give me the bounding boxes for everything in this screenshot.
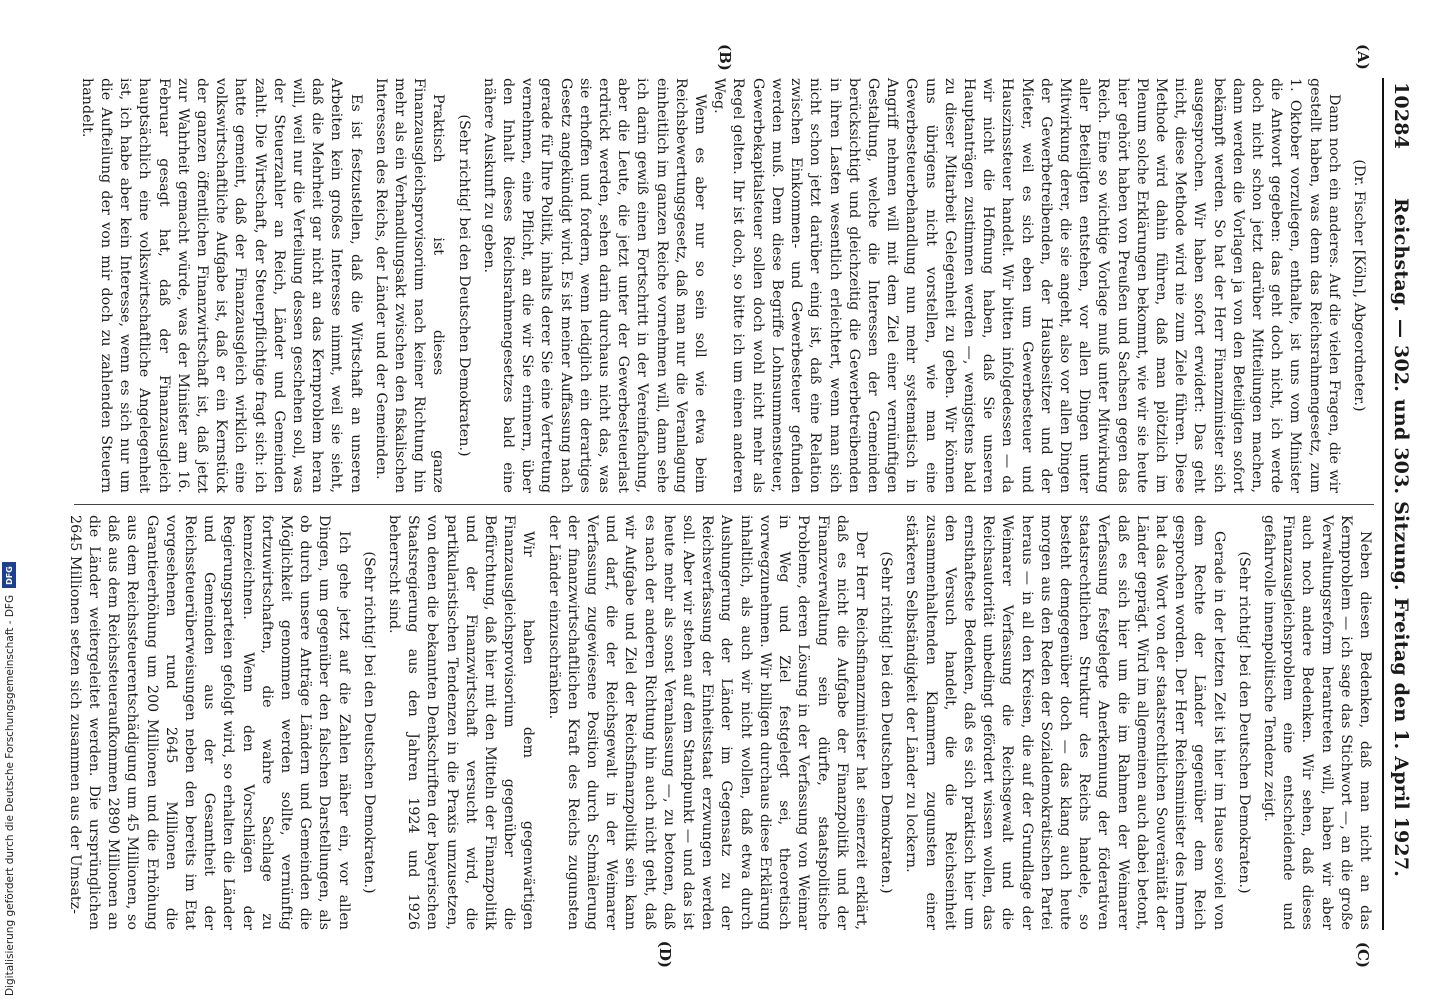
digitization-note-text: Digitalisierung gefördert durch die Deutsche Forschungsgemeinschaft - DFG	[4, 594, 16, 996]
page-header	[1382, 78, 1412, 930]
speaker-line: (Dr. Fischer [Köln], Abgeordneter.)	[1351, 159, 1367, 412]
reaction-line: (Sehr richtig! bei den Deutschen Demokraten.)	[1235, 551, 1252, 894]
paragraph: Ich gehe jetzt auf die Zahlen näher ein, vor allen Dingen, um gegenüber den falschen Darstellungen, als ob durch unsere Anträge Ländern und Gemeinden die Möglichkeit genommen werden sollte, vernünftig fortzuwirtschaften, die wahre Sachlage zu kennzeichnen. Wenn den Vorschlägen der Regierungsparteien gefolgt wird, so erhalten die Länder und Gemeinden aus der Gesamtheit der Reichssteuerüberweisungen neben den bereits im Etat vorgesehenen rund 2645 Millionen die Garantieerhöhung um 200 Millionen und die Erhöhung aus dem Reichssteuerentschädigung um 45 Millionen, so daß aus dem Reichssteueraufkommen 2890 Millionen an die Länder weitergeleitet werden. Die ursprünglichen 2645 Millionen setzen sich zusammen aus der Umsatz-	[66, 515, 352, 930]
paragraph: Der Herr Reichsfinanzminister hat seinerzeit erklärt, daß es nicht die Aufgabe der Finanzpolitik und der Finanzverwaltung sein dürfte, staatspolitische Probleme, deren Lösung in der Verfassung von Weimar in Weg und Ziel festgelegt sei, theoretisch vorwegzunehmen. Wir billigen durchaus diese Erklärung inhaltlich, als auch wir nicht wollen, daß etwa durch Aushungerung der Länder im Gegensatz zu der Reichsverfassung der Einheitsstaat erzwungen werden soll. Aber wir stehen auf dem Standpunkt — und das ist heute mehr als sonst Veranlassung —, zu betonen, daß es nach der anderen Richtung hin auch nicht geht, daß wir Aufgabe und Ziel der Reichsfinanzpolitik sein kann und darf, die der Reichsgewalt in der Weimarer Verfassung zugewiesene Position durch Schmälerung der finanzwirtschaftlichen Kraft des Reichs zugunsten der Länder einzuschränken.	[545, 515, 869, 930]
paragraph: Wenn es aber nur so sein soll wie etwa beim Reichsbewertungsgesetz, daß man nur die Veranlagung einheitlich im ganzen Reiche vornehmen will, dann sehe ich darin gewiß einen Fortschritt in der Vereinfachung, aber die Leute, die jetzt unter der Gewerbesteuerlast erdrückt werden, sehen darin durchaus nicht das, was sie erhoffen und fordern, wenn lediglich ein derartiges Gesetz angekündigt wird. Es ist meiner Auffassung nach gerade für Ihre Politik, inhalts derer Sie eine Vertretung vernehmen, eine Pflicht, an die wir Sie erinnern, über den Inhalt dieses Reichsrahmengesetzes bald eine nähere Auskunft zu geben.	[480, 78, 709, 493]
margin-marker-d: (D)	[656, 940, 674, 968]
column-divider	[74, 504, 1374, 505]
page-number: 10284	[1390, 82, 1412, 150]
reaction-line: (Sehr richtig! bei den Deutschen Demokraten.)	[360, 551, 377, 894]
dfg-logo	[2, 562, 16, 588]
paragraph: Wir haben dem gegenwärtigen Finanzausgleichsprovisorium gegenüber die Befürchtung, daß hier mit den Mitteln der Finanzpolitik und der Finanzwirtschaft versucht wird, die partikularistischen Tendenzen in die Praxis umzusetzen, von denen die bekannten Denkschriften der bayerischen Staatsregierung aus den Jahren 1924 und 1926 beherrscht sind.	[386, 515, 537, 930]
text-columns	[66, 44, 1374, 968]
dfg-logo-text: DFG	[4, 565, 14, 585]
right-column	[66, 515, 1374, 930]
paragraph: Dann noch ein anderes. Auf die vielen Fragen, die wir gestellt haben, was denn das Reichsrahmengesetz, zum 1. Oktober vorzulegen, enthalte, ist uns vom Minister die Antwort gegeben: das geht doch nicht, ich werde doch nicht schon jetzt darüber Mitteilungen machen, dann werden die Vorlagen ja von den Beteiligten sofort bekämpft werden. So hat der Herr Finanzminister sich ausgesprochen. Wir haben sofort erwidert: Das geht nicht, diese Methode wird nie zum Ziele führen. Diese Methode wird dahin führen, daß man plötzlich im Plenum solche Erklärungen bekommt, wie wir sie heute hier gehört haben von Preußen und Sachsen gegen das Reich. Eine so wichtige Vorlage muß unter Mitwirkung aller Beteiligten entstehen, vor allen Dingen unter Mitwirkung derer, die sie angeht, also vor allen Dingen der Gewerbetreibenden, der Hausbesitzer und der Mieter, weil es sich eben um Gewerbesteuer und Hauszinssteuer handelt. Wir bitten infolgedessen — da wir nicht die Hoffnung haben, daß Sie unseren Hauptanträgen zustimmen werden —, wenigstens bald zu dieser Mitarbeit Gelegenheit zu geben. Wir können uns übrigens nicht vorstellen, wie man eine Gewerbesteuerbehandlung nun mehr systematisch in Angriff nehmen will mit dem Ziel einer vernünftigen Gestaltung, welche die Interessen der Gemeinden berücksichtigt und gleichzeitig die Gewerbetreibenden in ihren Lasten wesentlich erleichtert, wenn man sich nicht schon jetzt darüber einig ist, daß eine Relation zwischen Einkommen- und Gewerbesteuer gefunden werden muß. Denn diese Begriffe Lohnsummensteuer, Gewerbekapitalsteuer sollen doch wohl nicht mehr als Regel gelten. Ihr ist doch, so bitte ich um einen anderen Weg.	[711, 78, 1342, 493]
paragraph: Neben diesen Bedenken, daß man nicht an das Kernproblem — ich sage das Stichwort —, an die große Verwaltungsreform herantreten will, haben wir aber auch noch andere Bedenken. Wir sehen, daß dieses Finanzausgleichsproblem eine entscheidende und gefahrvolle innenpolitische Tendenz zeigt.	[1260, 515, 1373, 930]
page-title: Reichstag. — 302. und 303. Sitzung. Freitag den 1. April 1927.	[1390, 198, 1412, 878]
digitization-note	[2, 596, 16, 996]
paragraph: Praktisch ist dieses ganze Finanzausgleichsprovisorium nach keiner Richtung hin mehr als ein Verhandlungsakt zwischen den fiskalischen Interessen des Reichs, der Länder und der Gemeinden.	[372, 78, 447, 493]
reaction-line: (Sehr richtig! bei den Deutschen Demokraten.)	[455, 114, 472, 457]
paragraph: Gerade in der letzten Zeit ist hier im Hause soviel von dem Rechte der Länder gegenüber dem Reich gesprochen worden. Der Herr Reichsminister des Innern hat das Wort von der staatsrechtlichen Souveränität der Länder geprägt. Wird im allgemeinen auch dabei betont, daß es sich hier um die im Rahmen der Weimarer Verfassung festgelegte Anerkennung der föderativen staatsrechtlichen Struktur des Reichs handele, so besteht demgegenüber doch — das klang auch heute morgen aus den Reden der Sozialdemokratischen Partei heraus — in all den Kreisen, die auf der Grundlage der Weimarer Verfassung die Reichsgewalt und die Reichsautorität unbedingt gefördert wissen wollen, das ernsthafteste Bedenken, daß es sich praktisch hier um den Versuch handelt, die die Reichseinheit zusammenhaltenden Klammern zugunsten einer stärkeren Selbständigkeit der Länder zu lockern.	[903, 515, 1227, 930]
margin-marker-a: (A)	[1354, 44, 1372, 70]
margin-marker-b: (B)	[716, 44, 734, 71]
left-column	[74, 78, 1374, 493]
reaction-line: (Sehr richtig! bei den Deutschen Demokraten.)	[878, 551, 895, 894]
paragraph: Es ist festzustellen, daß die Wirtschaft an unseren Arbeiten kein großes Interesse nimmt, weil sie sieht, daß die Mehrheit gar nicht an das Kernproblem heran will, weil nur die Verteilung dessen geschehen soll, was der Steuerzahler an Reich, Länder und Gemeinden zahlt. Die Wirtschaft, der Steuerpflichtige fragt sich: ich hatte gemeint, daß der Finanzausgleich wirklich eine volkswirtschaftliche Aufgabe ist, daß er ein Kernstück der ganzen öffentlichen Finanzwirtschaft ist, daß jetzt zur Wahrheit gemacht würde, was der Minister am 16. Februar gesagt hat, daß der Finanzausgleich hauptsächlich eine volkswirtschaftliche Angelegenheit ist, ich habe aber kein Interesse, wenn es sich nur um die Aufteilung der von mir doch zu zahlenden Steuern handelt.	[78, 78, 364, 493]
margin-marker-c: (C)	[1354, 941, 1372, 968]
